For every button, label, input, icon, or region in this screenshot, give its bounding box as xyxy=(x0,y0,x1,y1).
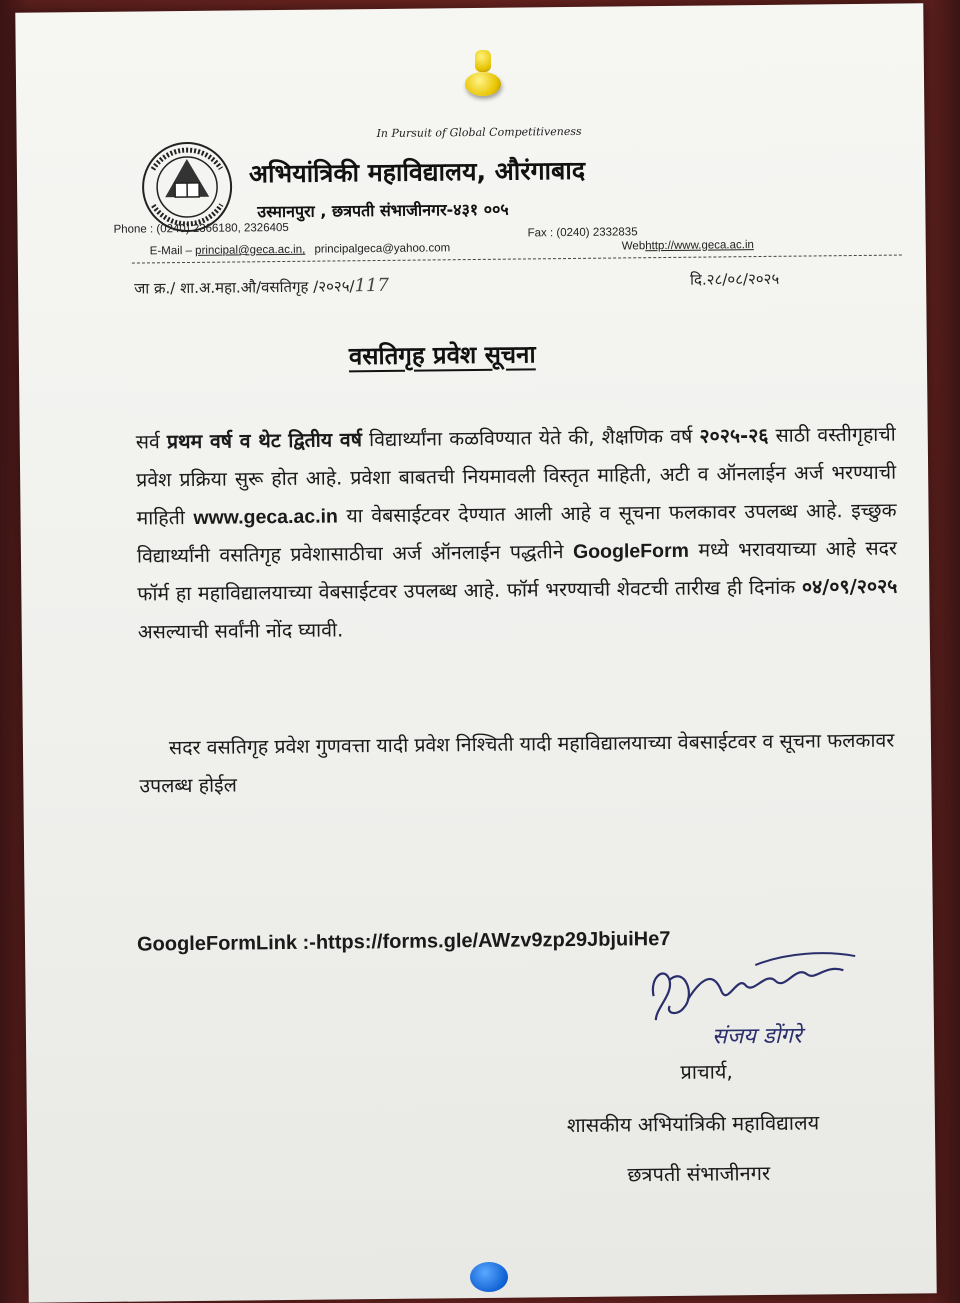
email-line xyxy=(150,242,451,257)
last-date: ०४/०९/२०२५ xyxy=(802,575,898,599)
college-logo xyxy=(139,138,236,235)
email-principal[interactable]: principal@geca.ac.in, xyxy=(195,244,305,257)
website-label: Web xyxy=(622,240,646,252)
yellow-pushpin-icon xyxy=(465,50,501,94)
email-yahoo[interactable]: principalgeca@yahoo.com xyxy=(314,242,450,255)
notice-date: दि.२८/०८/२०२५ xyxy=(690,269,779,290)
signatory-city: छत्रपती संभाजीनगर xyxy=(627,1159,770,1187)
website-mention: www.geca.ac.in xyxy=(193,505,338,529)
reference-prefix: जा क्र./ शा.अ.महा.औ/वसतिगृह /२०२५/ xyxy=(134,277,355,297)
website-url[interactable]: http://www.geca.ac.in xyxy=(645,239,754,252)
signatory-title: प्राचार्य, xyxy=(680,1057,733,1085)
google-form-link[interactable]: GoogleFormLink :-https://forms.gle/AWzv9zp29JbjuiHe7 xyxy=(137,928,671,957)
reference-number xyxy=(134,275,389,299)
phone-numbers: Phone : (0240) 2366180, 2326405 xyxy=(113,222,288,236)
blue-pushpin-icon xyxy=(470,1262,508,1292)
notice-paragraph-1: सर्व प्रथम वर्ष व थेट द्वितीय वर्ष विद्यार्थ्यांना कळविण्यात येते की, शैक्षणिक वर्ष २०२५-२६ साठी वस्तीगृहाची प्रवेश प्रक्रिया सुरू होत आहे. प्रवेशा बाबतची नियमावली विस्तृत माहिती, अटी व ऑनलाईन अर्ज भरण्याची माहिती www.geca.ac.in या वेबसाईटवर देण्यात आली आहे व सूचना फलकावर उपलब्ध आहे. इच्छुक विद्यार्थ्यांनी वसतिगृह प्रवेशासाठीचा अर्ज ऑनलाईन पद्धतीने GoogleForm मध्ये भरावयाच्या आहे सदर फॉर्म हा महाविद्यालयाच्या वेबसाईटवर उपलब्ध आहे. फॉर्म भरण्याची शेवटची तारीख ही दिनांक ०४/०९/२०२५ असल्याची सर्वांनी नोंद घ्यावी. xyxy=(136,416,898,652)
college-name: अभियांत्रिकी महाविद्यालय, औरंगाबाद xyxy=(249,153,585,191)
college-address: उस्मानपुरा , छत्रपती संभाजीनगर-४३१ ००५ xyxy=(257,198,509,223)
notice-paper xyxy=(15,3,936,1302)
fax-number: Fax : (0240) 2332835 xyxy=(528,226,638,239)
website-line xyxy=(622,239,754,252)
notice-heading: वसतिगृह प्रवेश सूचना xyxy=(349,337,536,372)
signatory-institution: शासकीय अभियांत्रिकी महाविद्यालय xyxy=(567,1108,819,1138)
college-tagline: In Pursuit of Global Competitiveness xyxy=(376,125,581,140)
reference-handwritten-number: 117 xyxy=(354,275,389,296)
svg-text:संजय डोंगरे: संजय डोंगरे xyxy=(712,1023,806,1050)
notice-paragraph-2: सदर वसतिगृह प्रवेश गुणवत्ता यादी प्रवेश निश्चिती यादी महाविद्यालयाच्या वेबसाईटवर व सूचना फलकावर उपलब्ध होईल xyxy=(139,722,900,806)
email-label: E-Mail – xyxy=(150,245,195,257)
googleform-mention: GoogleForm xyxy=(573,540,689,563)
principal-signature xyxy=(625,934,866,1057)
